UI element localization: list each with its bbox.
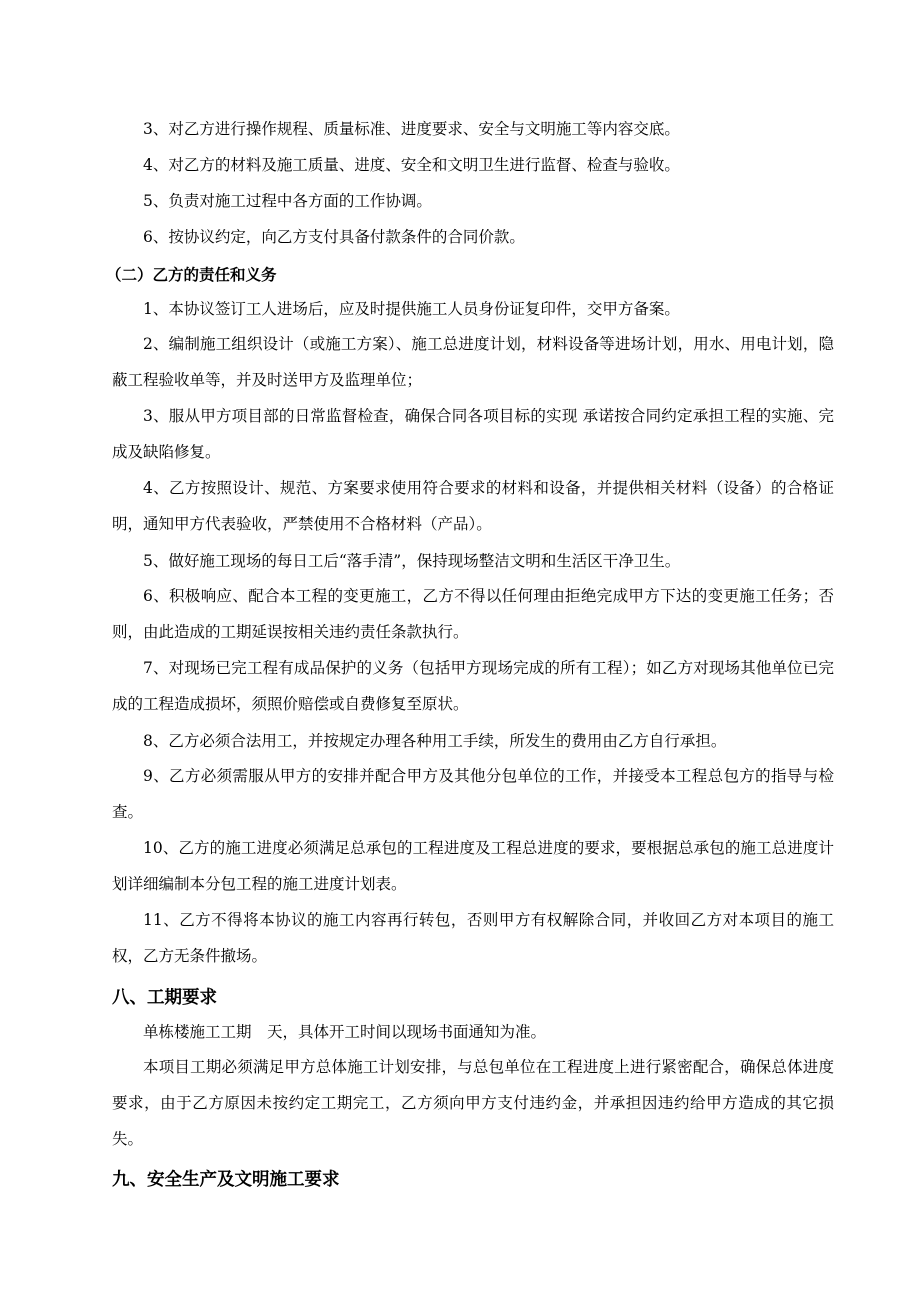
section-b-item-10-text: 10、乙方的施工进度必须满足总承包的工程进度及工程总进度的要求，要根据总承包的施工总进度计划详细编制本分包工程的施工进度计划表。 — [112, 839, 834, 893]
section-8-paragraph-2 — [112, 1049, 834, 1157]
section-b-item-5: 5、做好施工现场的每日工后“落手清”，保持现场整洁文明和生活区干净卫生。 — [143, 552, 681, 570]
section-b-item-3 — [112, 398, 834, 470]
section-b-item-10 — [112, 830, 834, 902]
section-b-item-9 — [112, 758, 834, 830]
section-b-item-6-text: 6、积极响应、配合本工程的变更施工，乙方不得以任何理由拒绝完成甲方下达的变更施工任务；否则，由此造成的工期延误按相关违约责任条款执行。 — [112, 587, 834, 641]
section-b-item-4 — [112, 470, 834, 542]
section-b-item-3-text: 3、服从甲方项目部的日常监督检查，确保合同各项目标的实现 承诺按合同约定承担工程的实施、完成及缺陷修复。 — [112, 407, 834, 461]
section-b-item-1: 1、本协议签订工人进场后，应及时提供施工人员身份证复印件，交甲方备案。 — [143, 300, 680, 318]
section-b-item-2 — [112, 326, 834, 398]
paragraph-item-a3: 3、对乙方进行操作规程、质量标准、进度要求、安全与文明施工等内容交底。 — [143, 120, 680, 138]
section-b-item-2-text: 2、编制施工组织设计（或施工方案）、施工总进度计划，材料设备等进场计划，用水、用电计划，隐蔽工程验收单等，并及时送甲方及监理单位； — [112, 335, 834, 389]
section-b-item-4-text: 4、乙方按照设计、规范、方案要求使用符合要求的材料和设备，并提供相关材料（设备）的合格证明，通知甲方代表验收，严禁使用不合格材料（产品）。 — [112, 479, 834, 533]
paragraph-item-a5: 5、负责对施工过程中各方面的工作协调。 — [143, 192, 432, 210]
section-8-heading: 八、工期要求 — [112, 988, 217, 1008]
section-8-paragraph-1: 单栋楼施工工期 天，具体开工时间以现场书面通知为准。 — [143, 1023, 547, 1041]
section-8-paragraph-2-text: 本项目工期必须满足甲方总体施工计划安排，与总包单位在工程进度上进行紧密配合，确保总体进度要求，由于乙方原因未按约定工期完工，乙方须向甲方支付违约金，并承担因违约给甲方造成的其它损失。 — [112, 1058, 834, 1148]
section-b-heading: （二）乙方的责任和义务 — [106, 265, 277, 284]
section-b-item-8: 8、乙方必须合法用工，并按规定办理各种用工手续，所发生的费用由乙方自行承担。 — [143, 732, 727, 750]
section-b-item-7 — [112, 650, 834, 722]
section-b-item-7-text: 7、对现场已完工程有成品保护的义务（包括甲方现场完成的所有工程）；如乙方对现场其他单位已完成的工程造成损坏，须照价赔偿或自费修复至原状。 — [112, 659, 834, 713]
section-b-item-6 — [112, 578, 834, 650]
section-b-item-9-text: 9、乙方必须需服从甲方的安排并配合甲方及其他分包单位的工作，并接受本工程总包方的指导与检查。 — [112, 767, 834, 821]
section-b-item-11-text: 11、乙方不得将本协议的施工内容再行转包，否则甲方有权解除合同，并收回乙方对本项目的施工权，乙方无条件撤场。 — [112, 911, 834, 965]
paragraph-item-a6: 6、按协议约定，向乙方支付具备付款条件的合同价款。 — [143, 228, 525, 246]
section-b-item-11 — [112, 902, 834, 974]
section-9-heading: 九、安全生产及文明施工要求 — [112, 1170, 340, 1190]
paragraph-item-a4: 4、对乙方的材料及施工质量、进度、安全和文明卫生进行监督、检查与验收。 — [143, 156, 680, 174]
